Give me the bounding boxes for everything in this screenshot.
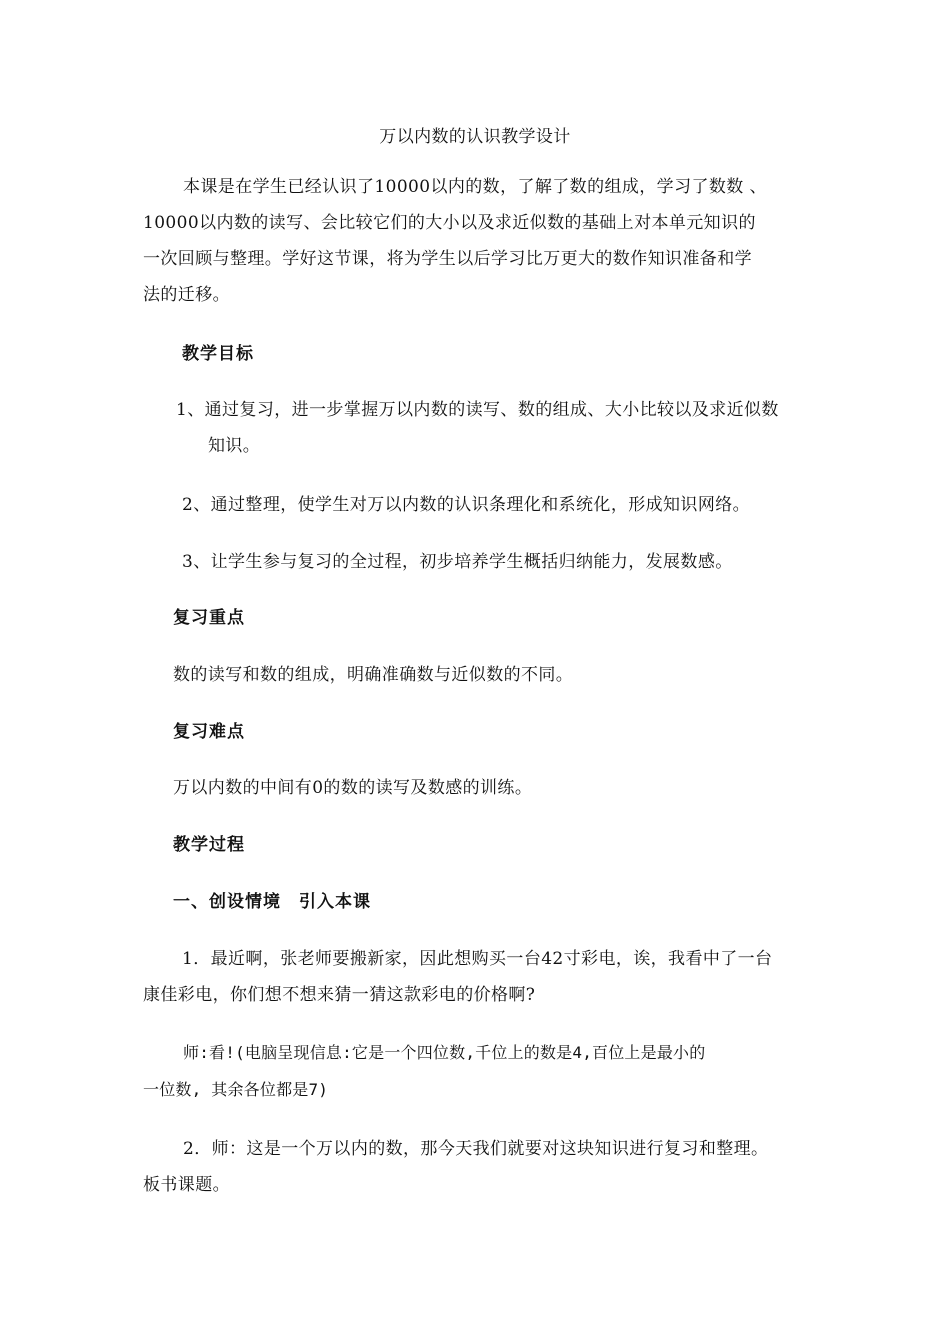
objective-item-2: 2、通过整理，使学生对万以内数的认识条理化和系统化，形成知识网络。 xyxy=(182,495,751,515)
difficulties-heading: 复习难点 xyxy=(173,722,245,742)
intro-line-3: 一次回顾与整理。学好这节课，将为学生以后学习比万更大的数作知识准备和学 xyxy=(143,249,752,269)
difficulties-text: 万以内数的中间有0的数的读写及数感的训练。 xyxy=(173,778,533,798)
process-heading: 教学过程 xyxy=(173,835,245,855)
process-p3-line-1: 2．师：这是一个万以内的数，那今天我们就要对这块知识进行复习和整理。 xyxy=(183,1139,769,1159)
objective-item-3: 3、让学生参与复习的全过程，初步培养学生概括归纳能力，发展数感。 xyxy=(182,552,733,572)
section-1-heading: 一、创设情境 引入本课 xyxy=(173,892,371,912)
process-p2-line-2: 一位数, 其余各位都是7) xyxy=(143,1080,329,1099)
process-p1-line-1: 1．最近啊，张老师要搬新家，因此想购买一台42寸彩电，诶，我看中了一台 xyxy=(182,949,773,969)
key-points-heading: 复习重点 xyxy=(173,608,245,628)
process-p1-line-2: 康佳彩电，你们想不想来猜一猜这款彩电的价格啊? xyxy=(143,985,536,1005)
process-p3-line-2: 板书课题。 xyxy=(143,1175,230,1195)
intro-line-4: 法的迁移。 xyxy=(143,285,230,305)
key-points-text: 数的读写和数的组成，明确准确数与近似数的不同。 xyxy=(173,665,574,685)
intro-line-1: 本课是在学生已经认识了10000以内的数，了解了数的组成，学习了数数 、 xyxy=(183,177,767,197)
process-p2-line-1: 师:看!(电脑呈现信息:它是一个四位数,千位上的数是4,百位上是最小的 xyxy=(183,1043,706,1062)
intro-line-2: 10000以内数的读写、会比较它们的大小以及求近似数的基础上对本单元知识的 xyxy=(143,213,756,233)
objective-item-1: 1、通过复习，进一步掌握万以内数的读写、数的组成、大小比较以及求近似数 xyxy=(176,400,779,420)
document-title: 万以内数的认识教学设计 xyxy=(379,127,571,147)
objective-item-1-cont: 知识。 xyxy=(208,436,261,456)
objectives-heading: 教学目标 xyxy=(182,344,254,364)
